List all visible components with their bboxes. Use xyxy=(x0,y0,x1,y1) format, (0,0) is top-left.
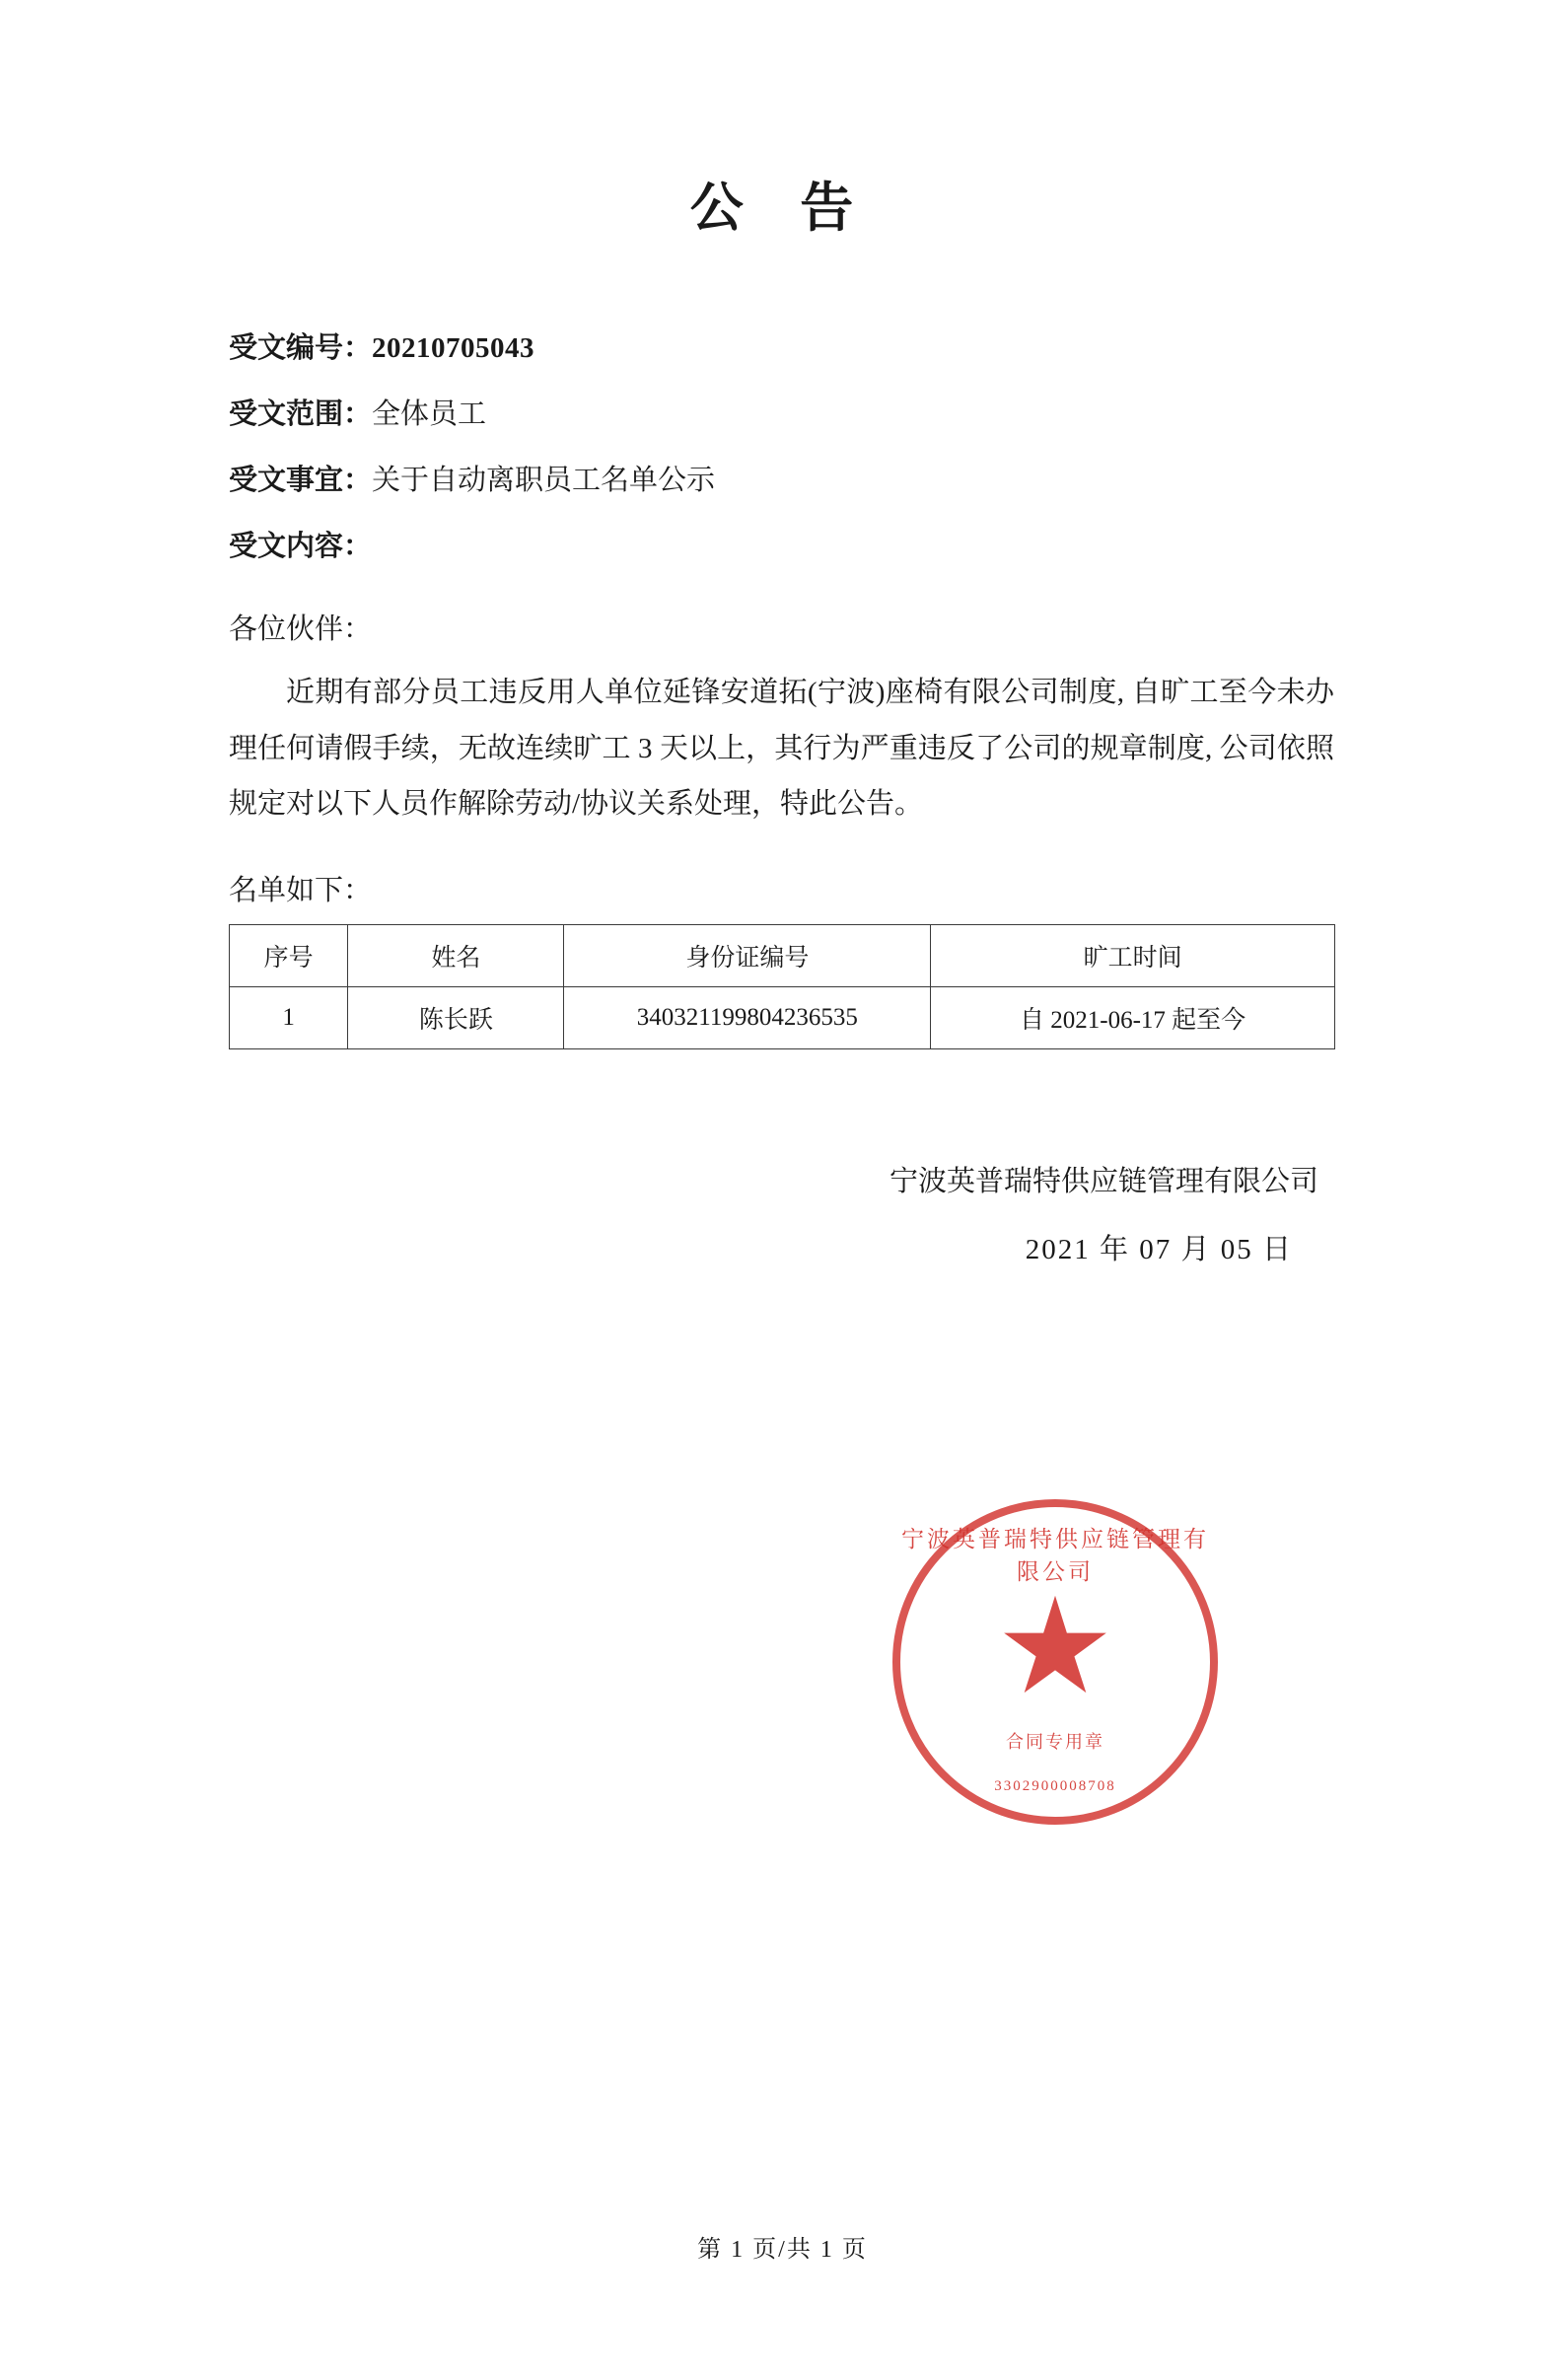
document-page xyxy=(0,166,1565,2380)
company-seal-stamp xyxy=(892,1499,1218,1825)
table-header-id: 身份证编号 xyxy=(564,924,931,986)
stamp-ring xyxy=(892,1499,1218,1825)
page-footer: 第 1 页/共 1 页 xyxy=(697,2237,868,2263)
cell-name: 陈长跃 xyxy=(348,986,564,1048)
table-row xyxy=(230,986,1335,1048)
table-header-row xyxy=(230,924,1335,986)
body-paragraph: 近期有部分员工违反用人单位延锋安道拓(宁波)座椅有限公司制度, 自旷工至今未办理任何请假手续，无故连续旷工 3 天以上，其行为严重违反了公司的规章制度, 公司依照规定对以下人员作解除劳动/协议关系处理，特此公告。 xyxy=(229,677,1334,821)
list-label: 名单如下： xyxy=(229,874,373,906)
meta-value-scope: 全体员工 xyxy=(372,398,487,430)
stamp-top-text: 宁波英普瑞特供应链管理有限公司 xyxy=(901,1527,1209,1584)
table-header-absence-period: 旷工时间 xyxy=(931,924,1335,986)
cell-index: 1 xyxy=(230,986,348,1048)
star-icon xyxy=(1002,1596,1108,1702)
table-header-index: 序号 xyxy=(230,924,348,986)
meta-label-content: 受文内容： xyxy=(229,531,373,562)
salutation: 各位伙伴： xyxy=(229,613,373,645)
meta-block xyxy=(229,334,1336,561)
cell-absence-period: 自 2021-06-17 起至今 xyxy=(931,986,1335,1048)
meta-label-scope: 受文范围： xyxy=(229,398,373,430)
meta-row-scope xyxy=(229,400,1336,429)
meta-value-subject: 关于自动离职员工名单公示 xyxy=(372,465,716,496)
signature-block xyxy=(229,1165,1336,1265)
stamp-inner-text: 合同专用章 xyxy=(1006,1732,1104,1752)
page-title: 公 告 xyxy=(689,179,876,238)
meta-value-doc-number: 20210705043 xyxy=(372,332,535,364)
meta-label-subject: 受文事宜： xyxy=(229,465,373,496)
meta-label-doc-number: 受文编号： xyxy=(229,332,373,364)
meta-row-content xyxy=(229,533,1336,561)
signature-date: 2021 年 07 月 05 日 xyxy=(1025,1233,1293,1265)
meta-row-doc-number xyxy=(229,334,1336,363)
meta-row-subject xyxy=(229,467,1336,495)
employee-table xyxy=(229,924,1335,1049)
stamp-bottom-text: 3302900008708 xyxy=(994,1778,1116,1794)
cell-id: 340321199804236535 xyxy=(564,986,931,1048)
table-header-name: 姓名 xyxy=(348,924,564,986)
signature-company: 宁波英普瑞特供应链管理有限公司 xyxy=(889,1165,1318,1197)
